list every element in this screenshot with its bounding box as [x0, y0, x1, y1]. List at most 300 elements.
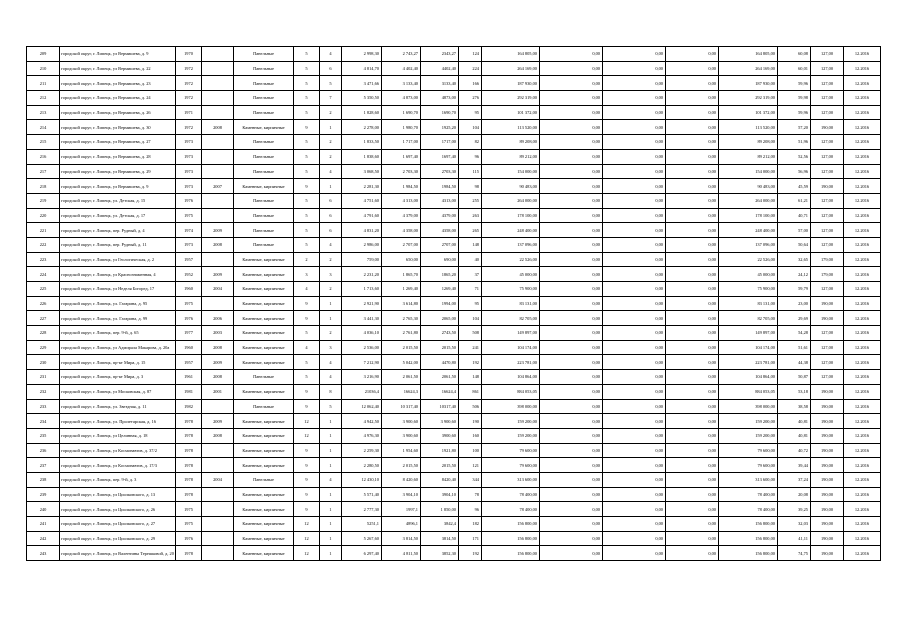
cell-area-premises: 1 717,00	[382, 135, 421, 150]
cell-regional-budget: 0,00	[603, 399, 666, 414]
cell-entrances: 4	[320, 370, 342, 385]
cell-residents: 98	[459, 179, 482, 194]
table-row	[27, 502, 881, 517]
cell-max-cost: 190,00	[811, 531, 844, 546]
cell-address: городской округ, г. Липецк, ул. Пролетарская, д. 16	[60, 414, 176, 429]
cell-residential-area: 1994,00	[421, 296, 459, 311]
cell-residential-area: 3133,40	[421, 76, 459, 91]
cell-total-area: 4 942,50	[342, 414, 382, 429]
cell-completion-date: 12.2016	[844, 61, 881, 76]
cell-floors: 9	[294, 179, 320, 194]
cell-total-cost: 248 400,00	[482, 223, 540, 238]
cell-residential-area: 8420,40	[421, 472, 459, 487]
cell-floors: 5	[294, 326, 320, 341]
cell-year-built: 1973	[176, 135, 202, 150]
cell-fund-support: 0,00	[540, 179, 603, 194]
cell-municipal-budget: 0,00	[666, 149, 719, 164]
cell-wall-material: Панельные	[234, 149, 294, 164]
cell-floors: 9	[294, 311, 320, 326]
cell-address: городской округ, г. Липецк, пер. 9-й, д. 3	[60, 472, 176, 487]
cell-total-area: 2 998,30	[342, 47, 382, 62]
cell-residential-area: 2703,30	[421, 164, 459, 179]
cell-total-cost: 137 096,00	[482, 237, 540, 252]
cell-municipal-budget: 0,00	[666, 164, 719, 179]
cell-year-renovated: 2009	[202, 414, 234, 429]
cell-residential-area: 2707,00	[421, 237, 459, 252]
cell-year-renovated: 2009	[202, 267, 234, 282]
cell-owners-funds: 156 800,00	[719, 517, 778, 532]
cell-residential-area: 2061,50	[421, 370, 459, 385]
cell-entrances: 1	[320, 546, 342, 561]
cell-max-cost: 127,00	[811, 208, 844, 223]
cell-floors: 12	[294, 546, 320, 561]
cell-completion-date: 12.2016	[844, 47, 881, 62]
cell-regional-budget: 0,00	[603, 282, 666, 297]
cell-municipal-budget: 0,00	[666, 546, 719, 561]
cell-specific-cost: 51,96	[778, 135, 811, 150]
cell-row-number: 229	[27, 340, 60, 355]
cell-residents: 190	[459, 414, 482, 429]
cell-wall-material: Каменные, кирпичные	[234, 428, 294, 443]
cell-residential-area: 1269,40	[421, 282, 459, 297]
table-row	[27, 296, 881, 311]
cell-residents: 78	[459, 487, 482, 502]
cell-address: городской округ, г. Липецк, ул Неделя Богоред, 17	[60, 282, 176, 297]
cell-residents: 82	[459, 135, 482, 150]
cell-municipal-budget: 0,00	[666, 252, 719, 267]
cell-max-cost: 190,00	[811, 487, 844, 502]
cell-regional-budget: 0,00	[603, 458, 666, 473]
cell-specific-cost: 53,18	[778, 384, 811, 399]
cell-municipal-budget: 0,00	[666, 179, 719, 194]
table-row	[27, 326, 881, 341]
cell-wall-material: Каменные, кирпичные	[234, 326, 294, 341]
cell-owners-funds: 78 400,00	[719, 502, 778, 517]
table-row	[27, 531, 881, 546]
cell-wall-material: Каменные, кирпичные	[234, 340, 294, 355]
cell-owners-funds: 187 930,00	[719, 76, 778, 91]
cell-entrances: 1	[320, 179, 342, 194]
table-row	[27, 120, 881, 135]
cell-total-area: 1 833,50	[342, 135, 382, 150]
cell-year-built: 1961	[176, 370, 202, 385]
cell-entrances: 1	[320, 414, 342, 429]
cell-address: городской округ, г. Липецк, ул Циолковского, д. 29	[60, 531, 176, 546]
cell-year-built: 1952	[176, 267, 202, 282]
cell-regional-budget: 0,00	[603, 428, 666, 443]
cell-total-area: 4 751,60	[342, 193, 382, 208]
cell-address: городской округ, г. Липецк, пер. Рудный, д. 11	[60, 237, 176, 252]
cell-floors: 12	[294, 428, 320, 443]
cell-year-renovated	[202, 76, 234, 91]
cell-area-premises: 2 743,27	[382, 47, 421, 62]
cell-completion-date: 12.2016	[844, 223, 881, 238]
cell-residents: 40	[459, 252, 482, 267]
cell-max-cost: 127,00	[811, 76, 844, 91]
cell-regional-budget: 0,00	[603, 370, 666, 385]
cell-row-number: 224	[27, 267, 60, 282]
cell-owners-funds: 83 131,00	[719, 296, 778, 311]
cell-row-number: 213	[27, 105, 60, 120]
cell-municipal-budget: 0,00	[666, 517, 719, 532]
cell-residents: 182	[459, 517, 482, 532]
cell-wall-material: Панельные	[234, 370, 294, 385]
cell-max-cost: 127,00	[811, 91, 844, 106]
cell-fund-support: 0,00	[540, 399, 603, 414]
cell-residents: 192	[459, 546, 482, 561]
cell-total-area: 5 350,50	[342, 91, 382, 106]
cell-address: городской округ, г. Липецк, ул. Детская, д. 15	[60, 193, 176, 208]
cell-specific-cost: 57,20	[778, 120, 811, 135]
cell-total-area: 2 536,00	[342, 340, 382, 355]
cell-total-area: 4 976,30	[342, 428, 382, 443]
cell-area-premises: 1 954,60	[382, 443, 421, 458]
cell-residents: 241	[459, 340, 482, 355]
cell-municipal-budget: 0,00	[666, 135, 719, 150]
cell-fund-support: 0,00	[540, 384, 603, 399]
cell-municipal-budget: 0,00	[666, 91, 719, 106]
cell-total-cost: 264 000,00	[482, 193, 540, 208]
cell-row-number: 225	[27, 282, 60, 297]
cell-address: городской округ, г. Липецк, ул. Детская, д. 17	[60, 208, 176, 223]
cell-address: городской округ, г. Липецк, ул Вермишева, д. 9	[60, 47, 176, 62]
cell-row-number: 221	[27, 223, 60, 238]
cell-entrances: 4	[320, 355, 342, 370]
cell-municipal-budget: 0,00	[666, 76, 719, 91]
cell-floors: 4	[294, 340, 320, 355]
cell-area-premises: 3 900,60	[382, 428, 421, 443]
cell-year-built: 1974	[176, 223, 202, 238]
cell-entrances: 6	[320, 223, 342, 238]
cell-completion-date: 12.2016	[844, 237, 881, 252]
cell-completion-date: 12.2016	[844, 179, 881, 194]
cell-max-cost: 127,00	[811, 223, 844, 238]
cell-completion-date: 12.2016	[844, 311, 881, 326]
cell-regional-budget: 0,00	[603, 76, 666, 91]
cell-residents: 166	[459, 76, 482, 91]
cell-municipal-budget: 0,00	[666, 120, 719, 135]
cell-completion-date: 12.2016	[844, 340, 881, 355]
cell-year-built: 1975	[176, 502, 202, 517]
cell-regional-budget: 0,00	[603, 443, 666, 458]
cell-specific-cost: 50,64	[778, 237, 811, 252]
cell-completion-date: 12.2016	[844, 208, 881, 223]
cell-residents: 508	[459, 326, 482, 341]
cell-floors: 12	[294, 517, 320, 532]
cell-entrances: 1	[320, 458, 342, 473]
cell-specific-cost: 59,98	[778, 91, 811, 106]
cell-completion-date: 12.2016	[844, 135, 881, 150]
cell-total-cost: 884 053,05	[482, 384, 540, 399]
cell-total-cost: 101 372,00	[482, 105, 540, 120]
cell-floors: 12	[294, 531, 320, 546]
table-row	[27, 311, 881, 326]
cell-floors: 9	[294, 458, 320, 473]
cell-specific-cost: 37,24	[778, 472, 811, 487]
cell-year-built: 1977	[176, 326, 202, 341]
cell-fund-support: 0,00	[540, 282, 603, 297]
cell-residential-area: 2743,50	[421, 326, 459, 341]
cell-specific-cost: 39,25	[778, 502, 811, 517]
cell-fund-support: 0,00	[540, 164, 603, 179]
cell-floors: 9	[294, 502, 320, 517]
cell-specific-cost: 56,96	[778, 164, 811, 179]
table-row	[27, 105, 881, 120]
cell-floors: 5	[294, 223, 320, 238]
cell-residents: 148	[459, 370, 482, 385]
cell-residential-area: 1921,80	[421, 443, 459, 458]
cell-municipal-budget: 0,00	[666, 472, 719, 487]
cell-address: городской округ, г. Липецк, пр-кт Мира, д. 3	[60, 370, 176, 385]
cell-fund-support: 0,00	[540, 443, 603, 458]
cell-row-number: 217	[27, 164, 60, 179]
cell-regional-budget: 0,00	[603, 472, 666, 487]
cell-specific-cost: 38,58	[778, 399, 811, 414]
cell-total-cost: 22 526,00	[482, 252, 540, 267]
cell-specific-cost: 41,11	[778, 531, 811, 546]
cell-residents: 224	[459, 61, 482, 76]
cell-year-renovated	[202, 517, 234, 532]
cell-address: городской округ, г. Липецк, ул Вермишева, д. 30	[60, 120, 176, 135]
cell-residents: 124	[459, 47, 482, 62]
cell-owners-funds: 104 174,00	[719, 340, 778, 355]
cell-area-premises: 1 980,70	[382, 120, 421, 135]
cell-floors: 5	[294, 149, 320, 164]
cell-year-renovated	[202, 296, 234, 311]
cell-address: городской округ, г. Липецк, ул Циолковского, д. 13	[60, 487, 176, 502]
cell-year-renovated	[202, 193, 234, 208]
cell-residents: 255	[459, 193, 482, 208]
cell-regional-budget: 0,00	[603, 120, 666, 135]
cell-fund-support: 0,00	[540, 208, 603, 223]
cell-municipal-budget: 0,00	[666, 282, 719, 297]
cell-regional-budget: 0,00	[603, 502, 666, 517]
cell-floors: 5	[294, 237, 320, 252]
cell-max-cost: 190,00	[811, 443, 844, 458]
cell-floors: 5	[294, 208, 320, 223]
cell-area-premises: 2 061,50	[382, 370, 421, 385]
cell-regional-budget: 0,00	[603, 61, 666, 76]
cell-row-number: 239	[27, 487, 60, 502]
table-row	[27, 61, 881, 76]
cell-specific-cost: 40,71	[778, 208, 811, 223]
cell-specific-cost: 51,61	[778, 340, 811, 355]
cell-municipal-budget: 0,00	[666, 326, 719, 341]
cell-row-number: 227	[27, 311, 60, 326]
cell-max-cost: 127,00	[811, 282, 844, 297]
cell-specific-cost: 39,44	[778, 458, 811, 473]
cell-entrances: 1	[320, 296, 342, 311]
cell-regional-budget: 0,00	[603, 193, 666, 208]
cell-entrances: 1	[320, 502, 342, 517]
cell-entrances: 6	[320, 208, 342, 223]
cell-fund-support: 0,00	[540, 340, 603, 355]
cell-residential-area: 4402,40	[421, 61, 459, 76]
cell-regional-budget: 0,00	[603, 414, 666, 429]
cell-entrances: 1	[320, 443, 342, 458]
cell-owners-funds: 113 520,00	[719, 120, 778, 135]
cell-total-area: 2 281,30	[342, 179, 382, 194]
cell-residential-area: 10317,40	[421, 399, 459, 414]
cell-specific-cost: 54,28	[778, 326, 811, 341]
cell-row-number: 235	[27, 428, 60, 443]
cell-residents: 104	[459, 120, 482, 135]
cell-municipal-budget: 0,00	[666, 399, 719, 414]
cell-residents: 100	[459, 443, 482, 458]
cell-year-renovated	[202, 135, 234, 150]
cell-specific-cost: 60,08	[778, 47, 811, 62]
cell-specific-cost: 40,72	[778, 443, 811, 458]
cell-owners-funds: 159 200,00	[719, 428, 778, 443]
cell-entrances: 2	[320, 282, 342, 297]
cell-total-cost: 187 930,00	[482, 76, 540, 91]
cell-municipal-budget: 0,00	[666, 267, 719, 282]
cell-specific-cost: 23,00	[778, 296, 811, 311]
cell-total-area: 1 838,60	[342, 149, 382, 164]
cell-year-built: 1971	[176, 105, 202, 120]
cell-year-built: 1978	[176, 472, 202, 487]
cell-total-area: 3 068,50	[342, 164, 382, 179]
cell-address: городской округ, г. Липецк, ул Адмирала Макарова, д. 20а	[60, 340, 176, 355]
cell-year-built: 1975	[176, 517, 202, 532]
cell-year-renovated: 2009	[202, 223, 234, 238]
cell-row-number: 211	[27, 76, 60, 91]
cell-owners-funds: 75 900,00	[719, 282, 778, 297]
cell-residential-area: 1697,40	[421, 149, 459, 164]
cell-area-premises: 650,00	[382, 252, 421, 267]
cell-regional-budget: 0,00	[603, 208, 666, 223]
cell-municipal-budget: 0,00	[666, 384, 719, 399]
cell-floors: 5	[294, 370, 320, 385]
cell-specific-cost: 60,01	[778, 61, 811, 76]
cell-year-built: 1957	[176, 252, 202, 267]
cell-wall-material: Каменные, кирпичные	[234, 252, 294, 267]
cell-area-premises: 3 614,80	[382, 296, 421, 311]
cell-total-cost: 149 897,00	[482, 326, 540, 341]
cell-year-built: 1978	[176, 487, 202, 502]
cell-specific-cost: 44,38	[778, 355, 811, 370]
cell-address: городской округ, г. Липецк, ул Геологическая, д. 2	[60, 252, 176, 267]
cell-residential-area: 4470,80	[421, 355, 459, 370]
cell-floors: 5	[294, 355, 320, 370]
cell-owners-funds: 159 200,00	[719, 414, 778, 429]
cell-max-cost: 127,00	[811, 47, 844, 62]
cell-municipal-budget: 0,00	[666, 296, 719, 311]
cell-regional-budget: 0,00	[603, 135, 666, 150]
cell-owners-funds: 884 053,05	[719, 384, 778, 399]
cell-municipal-budget: 0,00	[666, 47, 719, 62]
cell-total-cost: 159 200,00	[482, 414, 540, 429]
cell-year-built: 1975	[176, 208, 202, 223]
cell-residential-area: 1690,70	[421, 105, 459, 120]
cell-year-built: 1978	[176, 428, 202, 443]
cell-year-built: 1972	[176, 61, 202, 76]
cell-year-built: 1972	[176, 76, 202, 91]
cell-total-cost: 264 169,00	[482, 61, 540, 76]
cell-residential-area: 2015,50	[421, 340, 459, 355]
cell-year-renovated: 2006	[202, 311, 234, 326]
cell-municipal-budget: 0,00	[666, 458, 719, 473]
table-row	[27, 223, 881, 238]
cell-year-renovated: 2009	[202, 355, 234, 370]
cell-completion-date: 12.2016	[844, 267, 881, 282]
cell-residential-area: 4358,00	[421, 223, 459, 238]
cell-floors: 9	[294, 296, 320, 311]
cell-wall-material: Каменные, кирпичные	[234, 502, 294, 517]
table-row	[27, 267, 881, 282]
cell-year-renovated	[202, 91, 234, 106]
cell-completion-date: 12.2016	[844, 399, 881, 414]
cell-wall-material: Панельные	[234, 76, 294, 91]
cell-specific-cost: 74,75	[778, 546, 811, 561]
cell-row-number: 236	[27, 443, 60, 458]
cell-year-renovated: 2004	[202, 282, 234, 297]
cell-row-number: 226	[27, 296, 60, 311]
cell-wall-material: Каменные, кирпичные	[234, 120, 294, 135]
cell-max-cost: 127,00	[811, 164, 844, 179]
cell-year-built: 1976	[176, 311, 202, 326]
cell-fund-support: 0,00	[540, 105, 603, 120]
cell-total-area: 12 430,10	[342, 472, 382, 487]
cell-owners-funds: 156 800,00	[719, 531, 778, 546]
cell-residential-area: 1925,20	[421, 120, 459, 135]
cell-max-cost: 190,00	[811, 546, 844, 561]
cell-address: городской округ, г. Липецк, пр-кт Мира, д. 15	[60, 355, 176, 370]
cell-row-number: 218	[27, 179, 60, 194]
cell-residential-area: 2015,50	[421, 458, 459, 473]
cell-year-renovated: 2004	[202, 472, 234, 487]
cell-fund-support: 0,00	[540, 135, 603, 150]
cell-year-renovated: 2007	[202, 179, 234, 194]
cell-completion-date: 12.2016	[844, 517, 881, 532]
cell-owners-funds: 264 000,00	[719, 193, 778, 208]
cell-owners-funds: 137 096,00	[719, 237, 778, 252]
cell-row-number: 237	[27, 458, 60, 473]
cell-completion-date: 12.2016	[844, 296, 881, 311]
cell-residential-area: 4313,00	[421, 193, 459, 208]
cell-municipal-budget: 0,00	[666, 428, 719, 443]
cell-address: городской округ, г. Липецк, ул Целинная, д. 18	[60, 428, 176, 443]
cell-total-cost: 398 000,00	[482, 399, 540, 414]
cell-address: городской округ, г. Липецк, ул Циолковского, д. 26	[60, 502, 176, 517]
cell-total-cost: 104 864,00	[482, 370, 540, 385]
cell-owners-funds: 313 600,00	[719, 472, 778, 487]
cell-year-built: 1957	[176, 355, 202, 370]
cell-fund-support: 0,00	[540, 370, 603, 385]
cell-entrances: 1	[320, 517, 342, 532]
cell-entrances: 4	[320, 237, 342, 252]
cell-municipal-budget: 0,00	[666, 531, 719, 546]
cell-floors: 9	[294, 443, 320, 458]
cell-residential-area: 1 850,00	[421, 502, 459, 517]
cell-residential-area: 3 900,60	[421, 414, 459, 429]
cell-regional-budget: 0,00	[603, 223, 666, 238]
cell-floors: 5	[294, 76, 320, 91]
cell-residential-area: 4873,00	[421, 91, 459, 106]
table-row	[27, 91, 881, 106]
cell-wall-material: Панельные	[234, 105, 294, 120]
cell-max-cost: 179,00	[811, 267, 844, 282]
cell-wall-material: Панельные	[234, 135, 294, 150]
table-row	[27, 135, 881, 150]
cell-wall-material: Панельные	[234, 193, 294, 208]
cell-regional-budget: 0,00	[603, 296, 666, 311]
cell-residential-area: 3900,60	[421, 428, 459, 443]
cell-owners-funds: 164 805,00	[719, 47, 778, 62]
cell-completion-date: 12.2016	[844, 120, 881, 135]
cell-area-premises: 3 904,10	[382, 487, 421, 502]
cell-regional-budget: 0,00	[603, 179, 666, 194]
